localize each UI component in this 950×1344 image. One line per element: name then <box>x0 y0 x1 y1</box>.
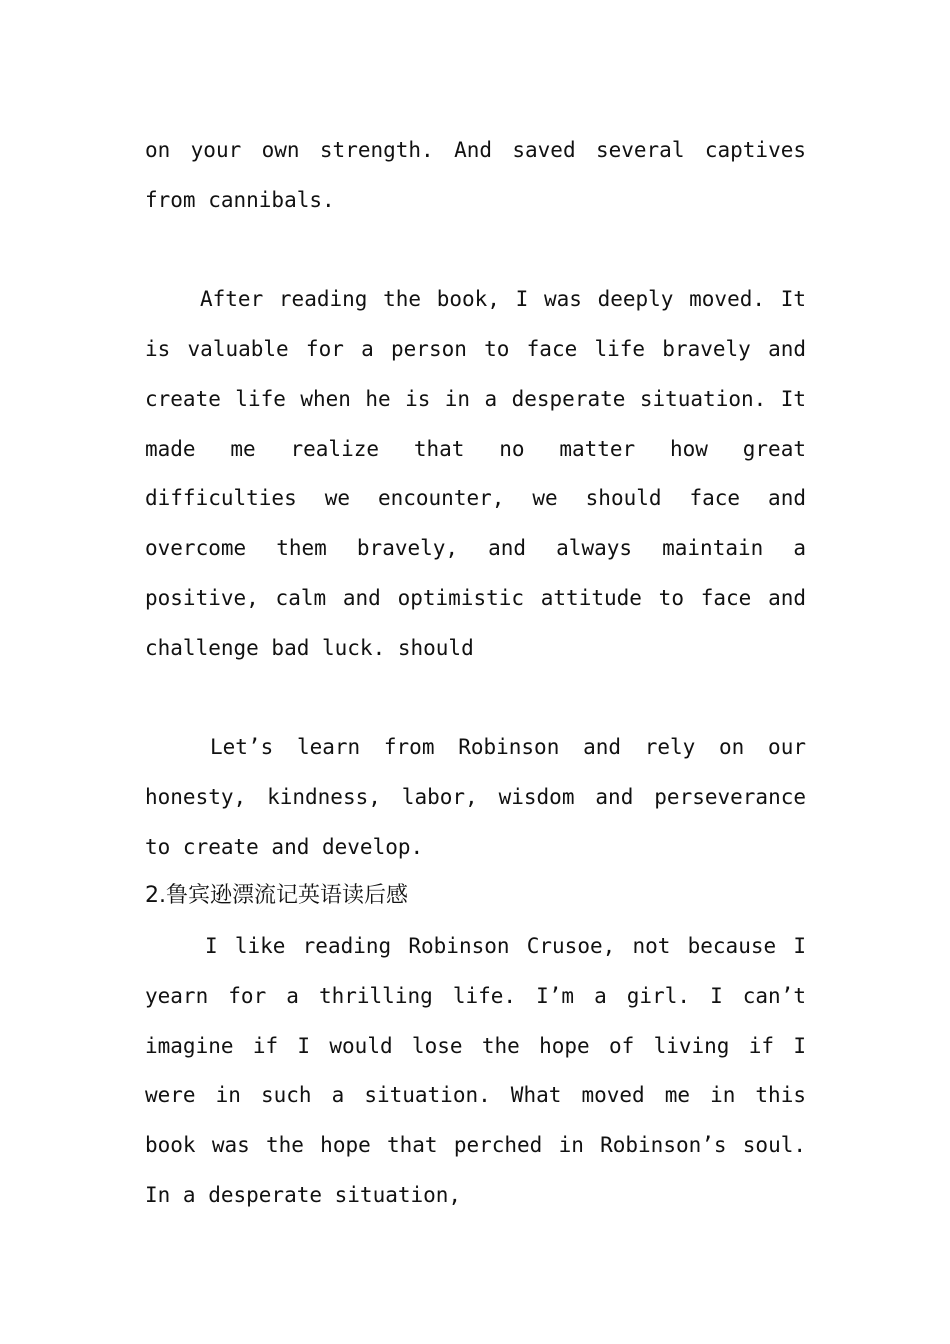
paragraph-line: I like reading Robinson Crusoe, not because I <box>205 934 806 958</box>
paragraph-line: Let’s learn from Robinson and rely on our <box>210 735 806 759</box>
paragraph-line: yearn for a thrilling life. I’m a girl. I can’t <box>145 984 806 1008</box>
section-heading: 2.鲁宾逊漂流记英语读后感 <box>145 883 408 908</box>
paragraph-line: imagine if I would lose the hope of living if I <box>145 1034 806 1058</box>
paragraph-line: is valuable for a person to face life bravely and <box>145 337 806 361</box>
paragraph-line: After reading the book, I was deeply moved. It <box>200 287 806 311</box>
paragraph-line: In a desperate situation, <box>145 1183 462 1207</box>
paragraph-line: to create and develop. <box>145 835 424 859</box>
paragraph-line: positive, calm and optimistic attitude to face and <box>145 586 806 610</box>
paragraph-line: challenge bad luck. should <box>145 636 474 660</box>
paragraph-line: were in such a situation. What moved me in this <box>145 1083 806 1107</box>
paragraph-line: made me realize that no matter how great <box>145 437 806 461</box>
paragraph-line: create life when he is in a desperate situation. It <box>145 387 806 411</box>
paragraph-line: overcome them bravely, and always maintain a <box>145 536 806 560</box>
paragraph-line: honesty, kindness, labor, wisdom and perseverance <box>145 785 806 809</box>
paragraph-line: on your own strength. And saved several captives <box>145 138 806 162</box>
paragraph-line: from cannibals. <box>145 188 335 212</box>
paragraph-line: book was the hope that perched in Robinson’s soul. <box>145 1133 806 1157</box>
paragraph-line: difficulties we encounter, we should face and <box>145 486 806 510</box>
